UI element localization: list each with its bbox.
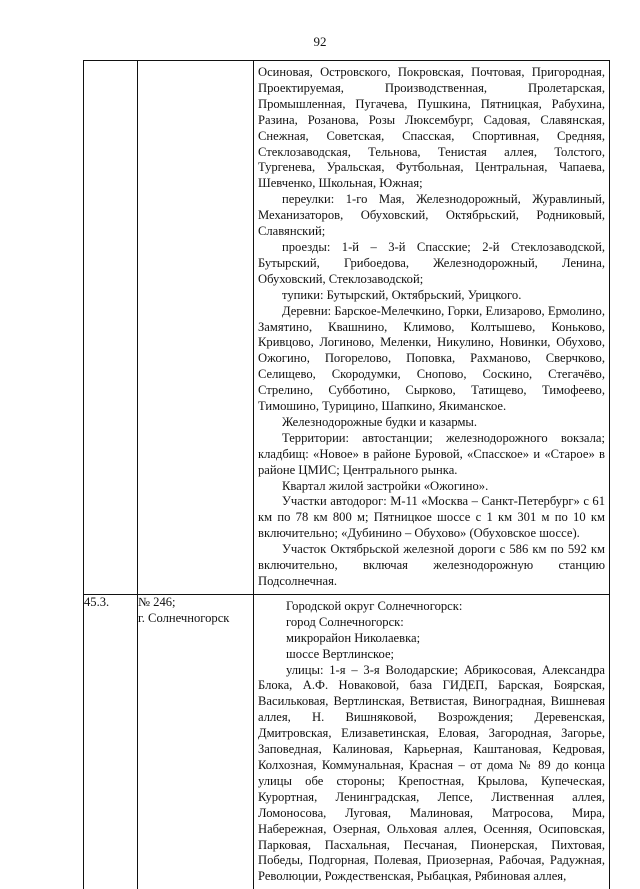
boundary-paragraph: проезды: 1-й – 3-й Спасские; 2-й Стеклозаводской, Бутырский, Грибоедова, Железнодорожный, Ленина, Обуховский, Стеклозаводской; (258, 239, 605, 286)
district-cell (138, 594, 254, 889)
page-number: 92 (313, 34, 327, 49)
row-number: 45.3. (84, 594, 110, 609)
boundary-paragraph: Городской округ Солнечногорск: (286, 598, 463, 613)
boundaries-text (254, 61, 609, 594)
table-row (84, 61, 610, 595)
boundary-paragraph: Территории: автостанции; железнодорожного вокзала; кладбищ: «Новое» в районе Буровой, «Спасское» и «Старое» в районе ЦМИС; Центрального рынка. (258, 430, 605, 477)
boundary-paragraph: Участок Октябрьской железной дороги с 586 км по 592 км включительно, включая железнодорожную станцию Подсолнечная. (258, 542, 605, 588)
row-number-cell (84, 61, 138, 595)
districts-table (83, 60, 610, 889)
row-number-cell (84, 594, 138, 889)
district-number: № 246; (138, 594, 176, 609)
boundaries-cell (254, 61, 610, 595)
boundary-paragraph: микрорайон Николаевка; (286, 630, 421, 645)
table-row (84, 594, 610, 889)
boundary-paragraph: шоссе Вертлинское; (286, 646, 395, 661)
boundary-paragraph: Участки автодорог: М-11 «Москва – Санкт-Петербург» с 61 км по 78 км 800 м; Пятницкое шоссе с 1 км 301 м по 10 км включительно; «Дубинино – Обухово» (Обуховское шоссе). (258, 494, 605, 541)
boundary-paragraph: город Солнечногорск: (286, 614, 404, 629)
boundaries-text (254, 595, 609, 889)
boundary-paragraph: тупики: Бутырский, Октябрьский, Урицкого. (282, 287, 522, 302)
boundary-paragraph: улицы: 1-я – 3-я Володарские; Абрикосовая, Александра Блока, А.Ф. Новаковой, база ГИДЕП, Барская, Боярская, Васильковая, Вертлинская, Ветвистая, Виноградная, Вишневая аллея, Н. Вишняковой, Возрождения; Деревенская, Дмитровская, Елизаветинская, Еловая, Загородная, Загорье, Заповедная, Калиновая, Карьерная, Каштановая, Кедровая, Колхозная, Коммунальная, Красная – от дома № 89 до конца улицы обе стороны; Крепостная, Крылова, Купеческая, Курортная, Ленинградская, Лепсе, Лиственная аллея, Ломоносова, Луговая, Малиновая, Матросова, Мира, Набережная, Озерная, Ольховая аллея, Осенняя, Осиповская, Парковая, Пасхальная, Песчаная, Пионерская, Пихтовая, Победы, Подгорная, Полевая, Приозерная, Рабочая, Радужная, Революции, Рождественская, Рыбацкая, Рябиновая аллея, (258, 662, 605, 884)
boundary-paragraph: Железнодорожные будки и казармы. (282, 414, 478, 429)
boundary-paragraph: Осиновая, Островского, Покровская, Почтовая, Пригородная, Проектируемая, Производственная, Пролетарская, Промышленная, Пугачева, Пушкина, Пятницкая, Рабухина, Разина, Розанова, Розы Люксембург, Садовая, Славянская, Снежная, Советская, Спасская, Спортивная, Средняя, Стеклозаводская, Тельнова, Тенистая аллея, Толстого, Тургенева, Уральская, Футбольная, Центральная, Чапаева, Шевченко, Школьная, Южная; (258, 65, 605, 191)
district-name: г. Солнечногорск (138, 610, 230, 625)
boundary-paragraph: переулки: 1-го Мая, Железнодорожный, Журавлиный, Механизаторов, Обуховский, Октябрьский, Родниковый, Славянский; (258, 192, 605, 239)
boundary-paragraph: Деревни: Барское-Мелечкино, Горки, Елизарово, Ермолино, Замятино, Квашнино, Климово, Колтышево, Коньково, Кривцово, Логиново, Меленки, Никулино, Новинки, Обухово, Ожогино, Погорелово, Поповка, Рахманово, Сверчково, Селищево, Скородумки, Снопово, Соскино, Стегачёво, Стрелино, Субботино, Сырково, Татищево, Тимофеево, Тимошино, Турицино, Шапкино, Якиманское. (258, 303, 605, 414)
district-cell (138, 61, 254, 595)
boundary-paragraph: Квартал жилой застройки «Ожогино». (282, 478, 489, 493)
boundaries-cell (254, 594, 610, 889)
